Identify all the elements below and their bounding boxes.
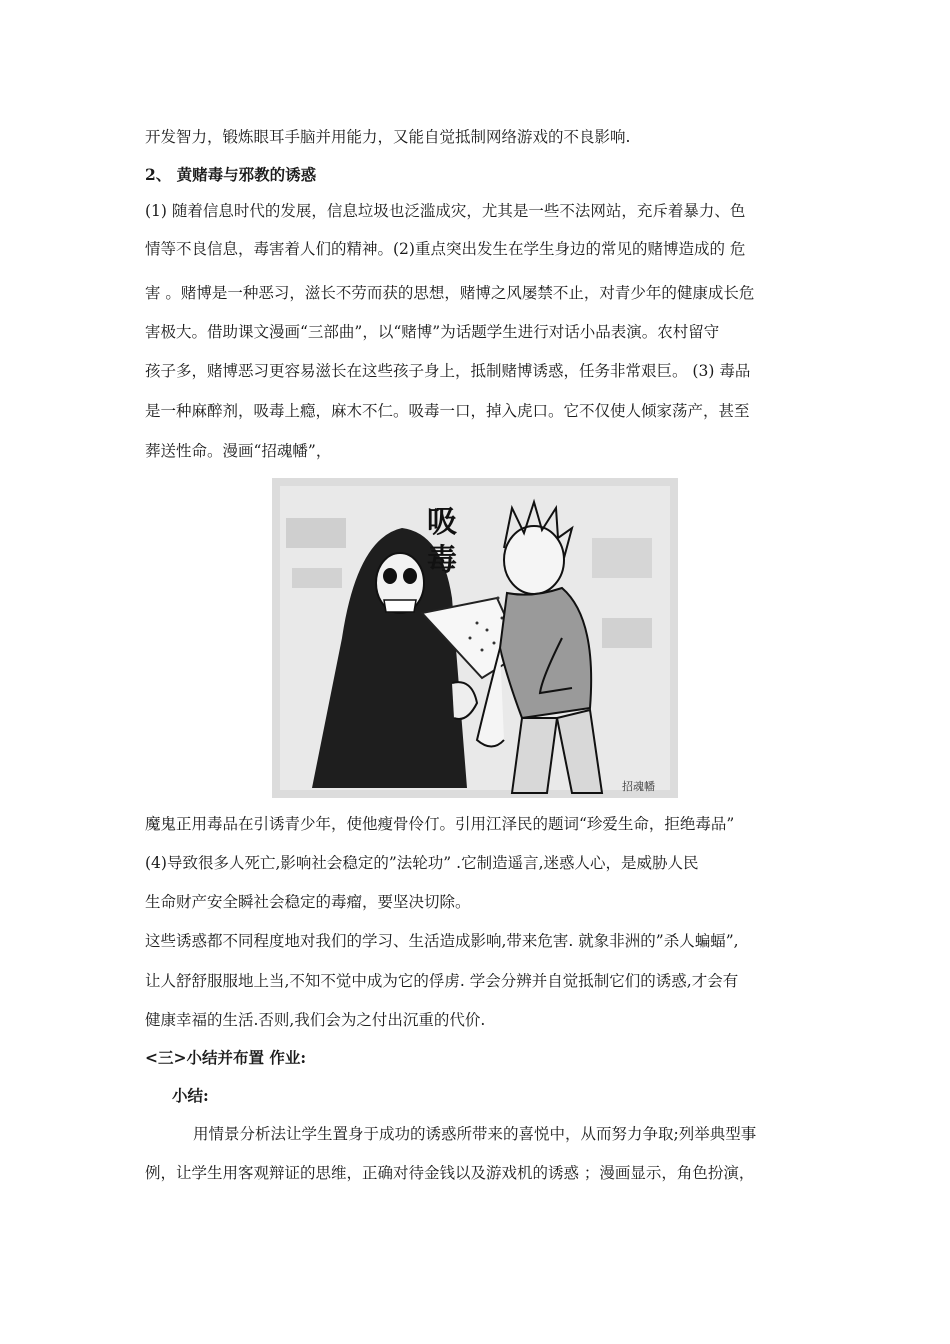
paragraph-line: 这些诱惑都不同程度地对我们的学习、生活造成影响,带来危害. 就象非洲的”杀人蝙蝠”, — [145, 932, 739, 950]
paragraph-line: 葬送性命。漫画“招魂幡”， — [145, 442, 332, 460]
paragraph-line: 健康幸福的生活.否则,我们会为之付出沉重的代价. — [145, 1011, 486, 1029]
paragraph-line: (1) 随着信息时代的发展，信息垃圾也泛滥成灾，尤其是一些不法网站，充斥着暴力、色 — [145, 202, 746, 220]
cartoon-caption: 招魂幡 — [622, 780, 655, 793]
paragraph-line: 让人舒舒服服地上当,不知不觉中成为它的俘虏. 学会分辨并自觉抵制它们的诱惑,才会有 — [145, 972, 739, 990]
paragraph-line: 是一种麻醉剂，吸毒上瘾，麻木不仁。吸毒一口，掉入虎口。它不仅使人倾家荡产，甚至 — [145, 402, 750, 420]
cartoon-drawing — [272, 478, 678, 798]
paragraph-line: 害 。赌博是一种恶习，滋长不劳而获的思想，赌博之风屡禁不止，对青少年的健康成长危 — [145, 284, 755, 302]
cartoon-title-char: 毒 — [427, 543, 457, 578]
paragraph-line: 害极大。借助课文漫画“三部曲”，以“赌博”为话题学生进行对话小品表演。农村留守 — [145, 323, 720, 341]
section-heading: <三>小结并布置 作业: — [145, 1048, 307, 1067]
paragraph-line: 生命财产安全瞬社会稳定的毒瘤，要坚决切除。 — [145, 893, 471, 911]
section-heading: 2、 黄赌毒与邪教的诱惑 — [145, 165, 317, 184]
cartoon-illustration — [272, 478, 678, 798]
paragraph-line: 用情景分析法让学生置身于成功的诱惑所带来的喜悦中，从而努力争取;列举典型事 — [193, 1125, 757, 1143]
cartoon-title — [427, 504, 461, 580]
paragraph-line: 例，让学生用客观辩证的思维，正确对待金钱以及游戏机的诱惑 ；漫画显示，角色扮演， — [145, 1164, 755, 1182]
paragraph-line: (4)导致很多人死亡,影响社会稳定的”法轮功” .它制造遥言,迷惑人心，是威胁人民 — [145, 854, 699, 872]
paragraph-line: 孩子多，赌博恶习更容易滋长在这些孩子身上，抵制赌博诱惑，任务非常艰巨。 (3) 毒品 — [145, 362, 751, 380]
subsection-heading: 小结: — [172, 1086, 209, 1105]
cartoon-title-char: 吸 — [427, 505, 457, 540]
paragraph-line: 情等不良信息，毒害着人们的精神。(2)重点突出发生在学生身边的常见的赌博造成的 危 — [145, 240, 746, 258]
paragraph-line: 开发智力，锻炼眼耳手脑并用能力，又能自觉抵制网络游戏的不良影响. — [145, 128, 631, 146]
paragraph-line: 魔鬼正用毒品在引诱青少年，使他瘦骨伶仃。引用江泽民的题词“珍爱生命，拒绝毒品” — [145, 815, 735, 833]
